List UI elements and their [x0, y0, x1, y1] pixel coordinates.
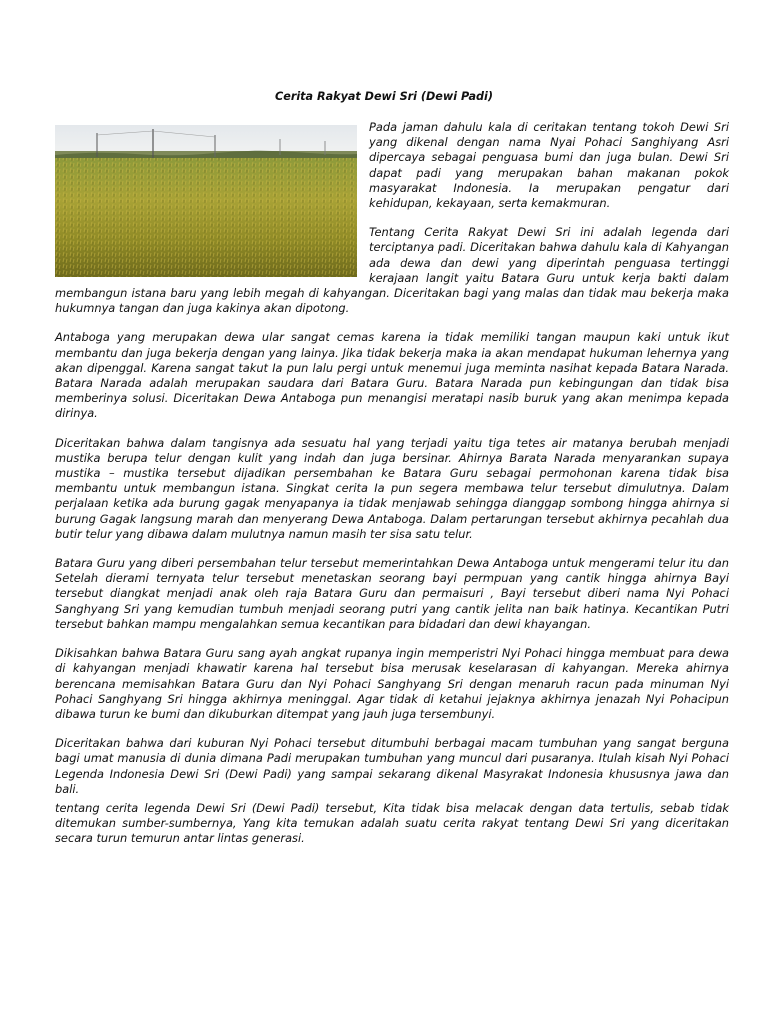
paragraph-6: Dikisahkan bahwa Batara Guru sang ayah angkat rupanya ingin memperistri Nyi Pohaci hingga membuat para dewa di kahyangan menjadi khawatir karena hal tersebut bisa merusak keselarasan di kahyangan. Mereka ahirnya berencana memisahkan Batara Guru dan Nyi Pohaci Sanghyang Sri dengan menaruh racun pada minuman Nyi Pohaci Sanghyang Sri hingga akhirnya meninggal. Agar tidak di ketahui jejaknya akhirnya jenazah Nyi Pohacipun dibawa turun ke bumi dan dikuburkan ditempat yang jauh juga tersembunyi.: [55, 646, 729, 721]
paragraph-3: Antaboga yang merupakan dewa ular sangat cemas karena ia tidak memiliki tangan maupun kaki untuk ikut membantu dan juga bekerja dengan yang lainya. Jika tidak bekerja maka ia akan mendapat hukuman lehernya yang akan dipenggal. Karena sangat takut Ia pun lalu pergi untuk menemui juga meminta nasihat kepada Batara Narada. Batara Narada adalah merupakan saudara dari Batara Guru. Batara Narada pun kebingungan dan tidak bisa memberinya solusi. Diceritakan Dewa Antaboga pun menangisi meratapi nasib buruk yang akan menimpa kepada dirinya.: [55, 330, 729, 421]
paragraph-7: Diceritakan bahwa dari kuburan Nyi Pohaci tersebut ditumbuhi berbagai macam tumbuhan yang sangat berguna bagi umat manusia di dunia dimana Padi merupakan tumbuhan yang muncul dari pusaranya. Itulah kisah Nyi Pohaci Legenda Indonesia Dewi Sri (Dewi Padi) yang sampai sekarang dikenal Masyrakat Indonesia khususnya jawa dan bali.: [55, 736, 729, 796]
paragraph-8: tentang cerita legenda Dewi Sri (Dewi Padi) tersebut, Kita tidak bisa melacak dengan data tertulis, sebab tidak ditemukan sumber-sumbernya, Yang kita temukan adalah suatu cerita rakyat tentang Dewi Sri yang diceritakan secara turun temurun antar lintas generasi.: [55, 800, 729, 846]
document-title: Cerita Rakyat Dewi Sri (Dewi Padi): [275, 90, 493, 103]
paragraph-5: Batara Guru yang diberi persembahan telur tersebut memerintahkan Dewa Antaboga untuk mengerami telur itu dan Setelah dierami ternyata telur tersebut menetaskan seorang bayi permpuan yang cantik hingga ahirnya Bayi tersebut diangkat menjadi anak oleh raja Batara Guru dan permaisuri , Bayi tersebut diberi nama Nyi Pohaci Sanghyang Sri yang kemudian tumbuh menjadi seorang putri yang cantik jelita nan baik hatinya. Kecantikan Putri tersebut bahkan mampu mengalahkan semua kecantikan para bidadari dan dewi khayangan.: [55, 556, 729, 631]
document-body: [55, 120, 729, 861]
paragraph-1: Pada jaman dahulu kala di ceritakan tentang tokoh Dewi Sri yang dikenal dengan nama Nyai Pohaci Sanghiyang Asri dipercaya sebagai penguasa bumi dan juga bulan. Dewi Sri dapat padi yang merupakan bahan makanan pokok masyarakat Indonesia. Ia merupakan pengatur dari kehidupan, kekayaan, serta kemakmuran.: [369, 120, 729, 211]
rice-field-photo: [55, 125, 357, 277]
rice-field-image: [55, 125, 357, 277]
paragraph-2: Tentang Cerita Rakyat Dewi Sri ini adalah legenda dari terciptanya padi. Diceritakan bahwa dahulu kala di Kahyangan ada dewa dan dewi yang diperintah penguasa tertinggi kerajaan langit yaitu Batara Guru untuk kerja bakti dalam membangun istana baru yang lebih megah di kahyangan. Diceritakan bagi yang malas dan tidak mau bekerja maka hukumnya tangan dan juga kakinya akan dipotong.: [55, 225, 729, 316]
paragraph-4: Diceritakan bahwa dalam tangisnya ada sesuatu hal yang terjadi yaitu tiga tetes air matanya berubah menjadi mustika berupa telur dengan kulit yang indah dan juga bersinar. Ahirnya Barata Narada menyarankan supaya mustika – mustika tersebut dijadikan persembahan ke Batara Guru sebagai permohonan karena tidak bisa membantu untuk membangun istana. Singkat cerita Ia pun segera membawa telur tersebut dimulutnya. Dalam perjalaan ketika ada burung gagak menyapanya ia tidak menjawab sehingga dianggap sombong hingga ahirnya si burung Gagak langsung marah dan menyerang Dewa Antaboga. Dalam pertarungan tersebut akhirnya pecahlah dua butir telur yang dibawa dalam mulutnya namun masih ter sisa satu telur.: [55, 435, 729, 541]
